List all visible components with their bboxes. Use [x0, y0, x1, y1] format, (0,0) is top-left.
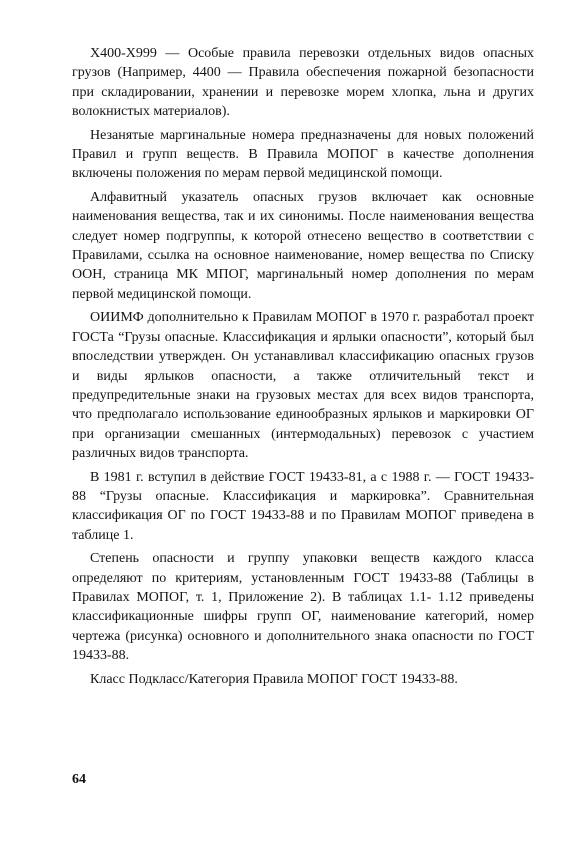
page-number: 64: [72, 772, 86, 787]
paragraph-marginal-numbers: Незанятые маргинальные номера предназначены для новых положений Правил и групп веществ. В Правила МОПОГ в качестве дополнения включены положения по мерам первой медицинской помощи.: [72, 127, 534, 182]
paragraph-table-heading: Класс Подкласс/Категория Правила МОПОГ ГОСТ 19433-88.: [90, 671, 458, 687]
paragraph-hazard-degree: Степень опасности и группу упаковки веществ каждого класса определяют по критериям, установленным ГОСТ 19433-88 (Таблицы в Правилах МОПОГ, т. 1, Приложение 2). В таблицах 1.1- 1.12 приведены классификационные шифры групп ОГ, наименование категорий, номер чертежа (рисунка) основного и дополнительного знака опасности по ГОСТ 19433-88.: [72, 551, 534, 664]
body-text: [72, 44, 534, 693]
paragraph-special-rules: Х400-Х999 — Особые правила перевозки отдельных видов опасных грузов (Например, 4400 — Правила обеспечения пожарной безопасности при складировании, хранении и перевозке морем хлопка, льна и других волокнистых материалов).: [72, 46, 534, 120]
paragraph-gost-19433: В 1981 г. вступил в действие ГОСТ 19433-81, а с 1988 г. — ГОСТ 19433-88 “Грузы опасные. Классификация и маркировка”. Сравнительная классификация ОГ по ГОСТ 19433-88 и по Правилам МОПОГ приведена в таблице 1.: [72, 469, 534, 543]
paragraph-oiimf-gost: ОИИМФ дополнительно к Правилам МОПОГ в 1970 г. разработал проект ГОСТа “Грузы опасные. Классификация и ярлыки опасности”, который был впоследствии утвержден. Он устанавливал классификацию опасных грузов и виды ярлыков опасности, а также отличительный текст и предупредительные знаки на грузовых местах для всех видов транспорта, что предполагало использование единообразных ярлыков и маркировки ОГ при организации смешанных (интермодальных) перевозок с участием различных видов транспорта.: [72, 310, 534, 462]
paragraph-alphabetical-index: Алфавитный указатель опасных грузов включает как основные наименования вещества, так и их синонимы. После наименования вещества следует номер подгруппы, к которой отнесено вещество в соответствии с Правилами, ссылка на основное наименование, номер вещества по Списку ООН, страница МК МПОГ, маргинальный номер дополнения по мерам первой медицинской помощи.: [72, 189, 534, 302]
